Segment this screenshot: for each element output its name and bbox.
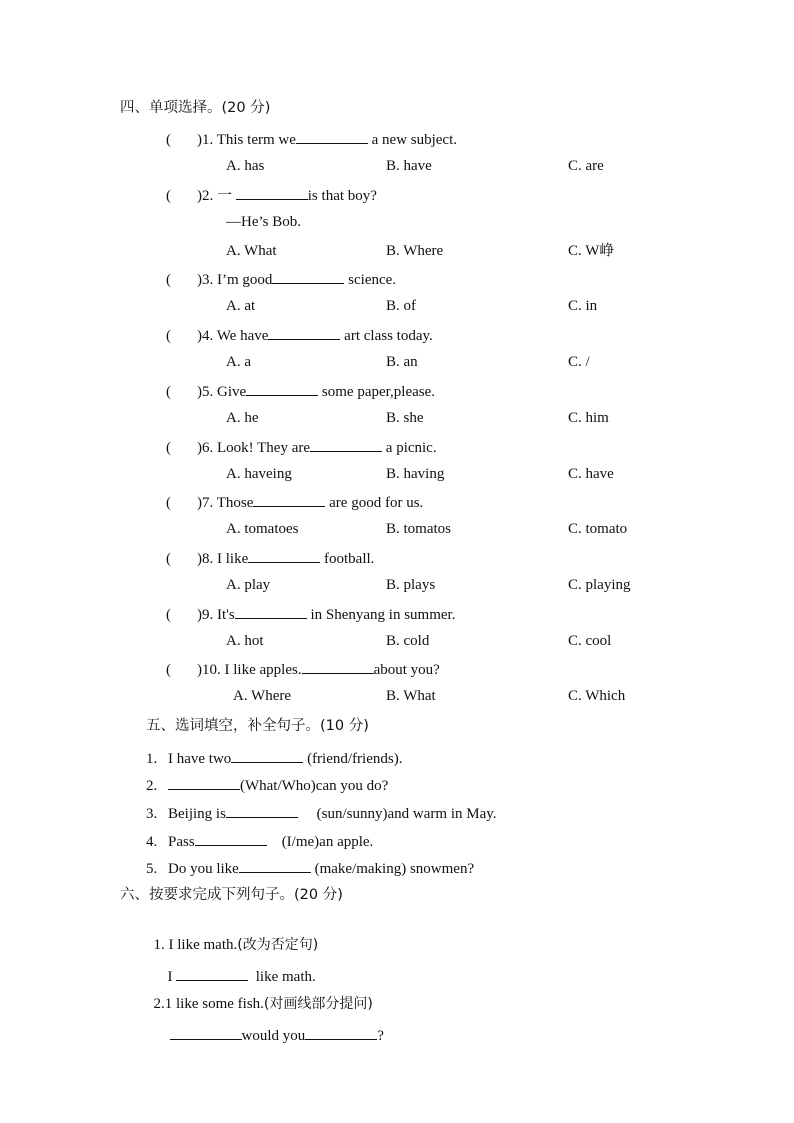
question-number: )6. [197, 439, 214, 456]
question-text-after: science. [344, 272, 397, 289]
question-text-before: We have [213, 328, 269, 345]
option-b[interactable]: B. Where [386, 242, 444, 259]
option-a[interactable]: A. has [226, 158, 265, 174]
option-a[interactable]: A. he [226, 409, 259, 426]
question-number: )1. [197, 132, 214, 148]
answer-blank[interactable] [272, 269, 344, 284]
fill-in-item [146, 803, 497, 823]
answer-blank[interactable] [305, 1025, 377, 1040]
option-a[interactable]: A. at [226, 298, 256, 315]
option-b[interactable]: B. plays [386, 576, 436, 593]
item-number: 5. [146, 861, 158, 877]
question-line [166, 659, 440, 679]
q2-answer-middle: would you [241, 1028, 306, 1044]
item-text-before: I have two [168, 751, 232, 767]
q1-answer-prefix: I [167, 969, 177, 985]
question-number: )9. [197, 606, 214, 623]
item-number: 3. [146, 806, 158, 822]
option-c[interactable]: C. him [568, 409, 609, 426]
answer-blank[interactable] [168, 775, 240, 790]
option-a[interactable]: A. Where [233, 688, 292, 705]
question-text-before: Give [213, 383, 247, 400]
answer-paren-open[interactable]: ( [166, 383, 171, 400]
question-text-after: art class today. [340, 328, 433, 345]
section-6-q2-answer [162, 1007, 384, 1045]
option-b[interactable]: B. What [386, 688, 436, 705]
item-text-after: (friend/friends). [303, 751, 403, 767]
option-a[interactable]: A. What [226, 242, 277, 259]
option-b[interactable]: B. having [386, 465, 445, 482]
answer-blank[interactable] [248, 548, 320, 563]
fill-in-item [146, 858, 474, 878]
answer-blank[interactable] [235, 604, 307, 619]
question-line [166, 492, 423, 512]
question-line [166, 604, 455, 624]
question-number: )5. [197, 383, 214, 400]
question-line [166, 437, 437, 457]
answer-paren-open[interactable]: ( [166, 187, 171, 204]
option-a[interactable]: A. tomatoes [226, 521, 299, 538]
question-text-before: I like [213, 550, 249, 567]
fill-in-item [146, 748, 402, 768]
question-number: )3. [197, 272, 214, 289]
question-text-before: This term we [213, 132, 296, 148]
answer-blank[interactable] [310, 437, 382, 452]
item-text-before: Pass [168, 834, 195, 850]
question-text-after: about you? [373, 662, 440, 679]
option-c[interactable]: C. / [568, 354, 590, 371]
question-number: )10. [197, 662, 221, 679]
option-c[interactable]: C. Which [568, 688, 626, 705]
question-text-after: a picnic. [382, 439, 437, 456]
item-text-after: (I/me)an apple. [266, 834, 374, 850]
answer-paren-open[interactable]: ( [166, 550, 171, 567]
question-number: )2. [197, 187, 214, 204]
question-text-before: 一 [213, 187, 236, 204]
question-line [166, 548, 374, 568]
item-text-after: (What/Who)can you do? [240, 778, 389, 794]
item-text-before: Beijing is [168, 806, 226, 822]
answer-blank[interactable] [170, 1025, 242, 1040]
item-number: 4. [146, 834, 158, 850]
question-line [166, 185, 377, 205]
option-c[interactable]: C. in [568, 298, 598, 315]
fill-in-item [146, 775, 388, 795]
question-text-before: I like apples. [220, 662, 302, 679]
answer-paren-open[interactable]: ( [166, 439, 171, 456]
item-text-after: (sun/sunny)and warm in May. [297, 806, 497, 822]
option-c[interactable]: C. playing [568, 576, 631, 593]
question-text-after: a new subject. [367, 132, 458, 148]
q1-text: 1. I like math. [153, 937, 238, 953]
answer-blank[interactable] [236, 185, 308, 200]
question-text-after: in Shenyang in summer. [306, 606, 456, 623]
q2-answer-suffix: ? [377, 1028, 384, 1044]
option-c[interactable]: C. have [568, 465, 614, 482]
q1-instruction: (改为否定句) [237, 937, 319, 953]
q1-answer-suffix: like math. [248, 969, 316, 985]
question-number: )7. [197, 495, 214, 512]
question-text-after: some paper,please. [318, 383, 436, 400]
item-number: 2. [146, 778, 158, 794]
question-number: )4. [197, 328, 214, 345]
question-line [166, 381, 435, 401]
answer-blank[interactable] [268, 325, 340, 340]
answer-blank[interactable] [195, 831, 267, 846]
option-a[interactable]: A. play [226, 576, 271, 593]
question-text-after: are good for us. [325, 495, 424, 512]
item-text-before: Do you like [168, 861, 239, 877]
q2-instruction: (对画线部分提问) [263, 996, 373, 1012]
question-text-after: football. [320, 550, 375, 567]
section-6-heading: 六、按要求完成下列句子。(20 分) [120, 887, 343, 903]
question-text-before: Those [213, 495, 254, 512]
question-text-before: I’m good [213, 272, 273, 289]
option-b[interactable]: B. tomatos [386, 521, 452, 538]
answer-blank[interactable] [302, 659, 374, 674]
option-c[interactable]: C. are [568, 158, 604, 174]
item-text-after: (make/making) snowmen? [310, 861, 475, 877]
option-a[interactable]: A. a [226, 354, 251, 371]
answer-paren-open[interactable]: ( [166, 495, 171, 512]
answer-paren-open[interactable]: ( [166, 662, 171, 679]
answer-blank[interactable] [253, 492, 325, 507]
answer-blank[interactable] [231, 748, 303, 763]
fill-in-item [146, 831, 373, 851]
answer-blank[interactable] [226, 803, 298, 818]
option-b[interactable]: B. have [386, 158, 432, 174]
question-text-before: It's [213, 606, 235, 623]
question-line [166, 129, 457, 149]
question-text-after: is that boy? [307, 187, 377, 204]
item-number: 1. [146, 751, 158, 767]
question-line [166, 325, 433, 345]
answer-paren-open[interactable]: ( [166, 606, 171, 623]
option-b[interactable]: B. she [386, 409, 424, 426]
option-c[interactable]: C. cool [568, 632, 612, 649]
option-b[interactable]: B. cold [386, 632, 430, 649]
option-c[interactable]: C. tomato [568, 521, 628, 538]
section-4-heading: 四、单项选择。(20 分) [120, 100, 271, 116]
answer-blank[interactable] [239, 858, 311, 873]
option-b[interactable]: B. an [386, 354, 418, 371]
answer-paren-open[interactable]: ( [166, 132, 171, 148]
answer-blank[interactable] [296, 129, 368, 144]
q2-text: 2.1 like some fish. [153, 996, 264, 1012]
question-response-line: —He’s Bob. [226, 213, 301, 230]
answer-paren-open[interactable]: ( [166, 272, 171, 289]
section-5-heading: 五、选词填空，补全句子。(10 分) [146, 718, 369, 734]
question-line [166, 269, 396, 289]
option-a[interactable]: A. haveing [226, 465, 292, 482]
question-number: )8. [197, 550, 214, 567]
option-b[interactable]: B. of [386, 298, 416, 315]
question-text-before: Look! They are [213, 439, 311, 456]
answer-paren-open[interactable]: ( [166, 328, 171, 345]
option-c[interactable]: C. W峥 [568, 242, 615, 259]
option-a[interactable]: A. hot [226, 632, 264, 649]
answer-blank[interactable] [246, 381, 318, 396]
